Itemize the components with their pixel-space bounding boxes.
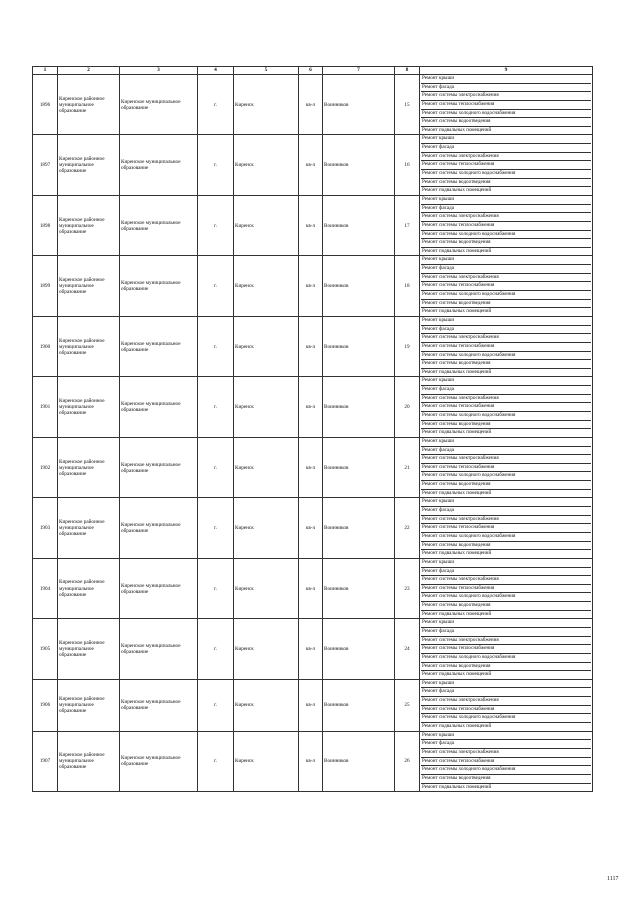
work-item: Ремонт системы электроснабжения [421,395,591,404]
cell-settle: Киренское муниципальное образование [120,135,198,195]
work-item: Ремонт подвальных помещений [422,610,492,617]
work-item: Ремонт системы электроснабжения [421,334,591,343]
table-row [33,195,593,255]
cell-settle: Киренское муниципальное образование [120,619,198,679]
work-item: Ремонт системы водоотведения [421,300,591,309]
cell-house: 19 [395,316,420,376]
work-item: Ремонт системы теплоснабжения [421,585,591,594]
cell-city: Киренск [234,679,299,731]
work-item: Ремонт системы теплоснабжения [421,101,591,110]
cell-num: 1897 [33,135,58,195]
column-header: 6 [299,67,323,75]
cell-works [420,437,593,497]
work-item: Ремонт системы электроснабжения [421,274,591,283]
cell-stype: кв-л [299,256,323,316]
cell-ctype: г. [198,498,234,558]
work-item: Ремонт подвальных помещений [422,247,492,254]
work-item: Ремонт системы теплоснабжения [421,464,591,473]
cell-ctype: г. [198,195,234,255]
cell-house: 16 [395,135,420,195]
work-item: Ремонт крыши [421,75,591,84]
cell-mun: Киренское районное муниципальное образование [58,437,120,497]
work-item: Ремонт системы холодного водоснабжения [421,170,591,179]
cell-works [420,377,593,437]
work-item: Ремонт фасада [421,386,591,395]
cell-ctype: г. [198,316,234,376]
cell-settle: Киренское муниципальное образование [120,731,198,791]
work-item: Ремонт системы холодного водоснабжения [421,231,591,240]
table-row [33,377,593,437]
work-item: Ремонт системы водоотведения [421,542,591,551]
table-row [33,619,593,679]
cell-ctype: г. [198,256,234,316]
work-item: Ремонт системы водоотведения [421,179,591,188]
cell-city: Киренск [234,731,299,791]
cell-mun: Киренское районное муниципальное образование [58,498,120,558]
cell-works [420,135,593,195]
work-item: Ремонт системы холодного водоснабжения [421,593,591,602]
cell-stype: кв-л [299,377,323,437]
cell-ctype: г. [198,558,234,618]
table-row [33,135,593,195]
cell-city: Киренск [234,256,299,316]
cell-stype: кв-л [299,731,323,791]
work-item: Ремонт фасада [421,740,591,749]
work-item: Ремонт фасада [421,144,591,153]
cell-street: Воинников [323,75,395,135]
cell-house: 24 [395,619,420,679]
cell-house: 15 [395,75,420,135]
cell-settle: Киренское муниципальное образование [120,679,198,731]
cell-stype: кв-л [299,75,323,135]
cell-city: Киренск [234,316,299,376]
work-item: Ремонт крыши [421,135,591,144]
cell-ctype: г. [198,377,234,437]
cell-stype: кв-л [299,558,323,618]
cell-house: 17 [395,195,420,255]
cell-ctype: г. [198,679,234,731]
work-item: Ремонт крыши [421,498,591,507]
work-item: Ремонт системы водоотведения [421,481,591,490]
cell-stype: кв-л [299,437,323,497]
cell-ctype: г. [198,731,234,791]
document-page [32,66,593,792]
column-header: 8 [395,67,420,75]
work-item: Ремонт подвальных помещений [422,187,492,194]
work-item: Ремонт системы водоотведения [421,663,591,672]
cell-num: 1901 [33,377,58,437]
work-item: Ремонт фасада [421,688,591,697]
cell-city: Киренск [234,135,299,195]
work-item: Ремонт системы электроснабжения [421,92,591,101]
cell-works [420,75,593,135]
cell-settle: Киренское муниципальное образование [120,75,198,135]
work-item: Ремонт подвальных помещений [422,671,492,678]
work-item: Ремонт фасада [421,265,591,274]
cell-street: Воинников [323,731,395,791]
cell-mun: Киренское районное муниципальное образование [58,731,120,791]
work-item: Ремонт системы электроснабжения [421,749,591,758]
cell-num: 1896 [33,75,58,135]
table-row [33,679,593,731]
cell-works [420,679,593,731]
cell-street: Воинников [323,679,395,731]
work-item: Ремонт системы теплоснабжения [421,706,591,715]
cell-city: Киренск [234,377,299,437]
cell-street: Воинников [323,377,395,437]
work-item: Ремонт системы водоотведения [421,775,591,784]
work-item: Ремонт подвальных помещений [422,368,492,375]
work-item: Ремонт системы холодного водоснабжения [421,714,591,723]
cell-works [420,498,593,558]
cell-stype: кв-л [299,135,323,195]
cell-works [420,316,593,376]
work-item: Ремонт крыши [421,732,591,741]
cell-city: Киренск [234,619,299,679]
work-item: Ремонт крыши [421,680,591,689]
register-table [32,66,593,792]
cell-mun: Киренское районное муниципальное образование [58,256,120,316]
cell-ctype: г. [198,135,234,195]
cell-works [420,731,593,791]
work-item: Ремонт системы водоотведения [421,239,591,248]
work-item: Ремонт фасада [421,84,591,93]
work-item: Ремонт крыши [421,619,591,628]
cell-street: Воинников [323,135,395,195]
cell-street: Воинников [323,256,395,316]
cell-num: 1906 [33,679,58,731]
cell-house: 21 [395,437,420,497]
cell-num: 1907 [33,731,58,791]
work-item: Ремонт системы теплоснабжения [421,524,591,533]
cell-city: Киренск [234,437,299,497]
work-item: Ремонт системы электроснабжения [421,153,591,162]
cell-stype: кв-л [299,316,323,376]
cell-mun: Киренское районное муниципальное образование [58,558,120,618]
cell-ctype: г. [198,437,234,497]
cell-settle: Киренское муниципальное образование [120,256,198,316]
column-header: 4 [198,67,234,75]
cell-house: 25 [395,679,420,731]
cell-city: Киренск [234,498,299,558]
cell-settle: Киренское муниципальное образование [120,316,198,376]
work-item: Ремонт системы холодного водоснабжения [421,766,591,775]
cell-mun: Киренское районное муниципальное образование [58,316,120,376]
cell-mun: Киренское районное муниципальное образование [58,619,120,679]
work-item: Ремонт системы холодного водоснабжения [421,533,591,542]
work-item: Ремонт крыши [421,377,591,386]
cell-house: 22 [395,498,420,558]
table-row [33,498,593,558]
cell-stype: кв-л [299,195,323,255]
work-item: Ремонт крыши [421,256,591,265]
work-item: Ремонт системы водоотведения [421,360,591,369]
cell-house: 26 [395,731,420,791]
table-row [33,256,593,316]
work-item: Ремонт системы теплоснабжения [421,645,591,654]
cell-city: Киренск [234,195,299,255]
work-item: Ремонт крыши [421,559,591,568]
cell-num: 1899 [33,256,58,316]
work-item: Ремонт системы электроснабжения [421,697,591,706]
cell-city: Киренск [234,558,299,618]
table-row [33,316,593,376]
work-item: Ремонт подвальных помещений [422,429,492,436]
cell-street: Воинников [323,619,395,679]
cell-street: Воинников [323,558,395,618]
work-item: Ремонт системы теплоснабжения [421,343,591,352]
cell-works [420,558,593,618]
work-item: Ремонт подвальных помещений [422,308,492,315]
cell-street: Воинников [323,316,395,376]
cell-settle: Киренское муниципальное образование [120,498,198,558]
cell-works [420,256,593,316]
work-item: Ремонт подвальных помещений [422,783,492,790]
work-item: Ремонт системы электроснабжения [421,516,591,525]
work-item: Ремонт подвальных помещений [422,723,492,730]
cell-city: Киренск [234,75,299,135]
page-number: 1117 [607,876,619,882]
work-item: Ремонт системы электроснабжения [421,637,591,646]
cell-stype: кв-л [299,498,323,558]
work-item: Ремонт фасада [421,568,591,577]
cell-num: 1900 [33,316,58,376]
work-item: Ремонт подвальных помещений [422,489,492,496]
cell-stype: кв-л [299,619,323,679]
work-item: Ремонт фасада [421,326,591,335]
cell-mun: Киренское районное муниципальное образование [58,75,120,135]
cell-works [420,195,593,255]
column-header: 2 [58,67,120,75]
cell-num: 1904 [33,558,58,618]
work-item: Ремонт крыши [421,438,591,447]
cell-settle: Киренское муниципальное образование [120,377,198,437]
cell-street: Воинников [323,195,395,255]
column-header: 9 [420,67,593,75]
table-row [33,558,593,618]
cell-stype: кв-л [299,679,323,731]
cell-street: Воинников [323,437,395,497]
work-item: Ремонт фасада [421,628,591,637]
work-item: Ремонт системы водоотведения [421,602,591,611]
cell-ctype: г. [198,75,234,135]
cell-num: 1905 [33,619,58,679]
work-item: Ремонт крыши [421,317,591,326]
work-item: Ремонт системы электроснабжения [421,576,591,585]
work-item: Ремонт системы теплоснабжения [421,222,591,231]
cell-settle: Киренское муниципальное образование [120,558,198,618]
cell-house: 23 [395,558,420,618]
work-item: Ремонт системы теплоснабжения [421,161,591,170]
cell-works [420,619,593,679]
work-item: Ремонт системы холодного водоснабжения [421,472,591,481]
cell-num: 1903 [33,498,58,558]
work-item: Ремонт крыши [421,196,591,205]
column-header: 1 [33,67,58,75]
table-body [33,75,593,792]
work-item: Ремонт системы водоотведения [421,421,591,430]
cell-settle: Киренское муниципальное образование [120,437,198,497]
cell-ctype: г. [198,619,234,679]
column-header: 3 [120,67,198,75]
work-item: Ремонт системы холодного водоснабжения [421,412,591,421]
work-item: Ремонт системы электроснабжения [421,455,591,464]
work-item: Ремонт системы электроснабжения [421,213,591,222]
work-item: Ремонт системы холодного водоснабжения [421,654,591,663]
table-row [33,75,593,135]
work-item: Ремонт системы водоотведения [421,118,591,127]
work-item: Ремонт системы теплоснабжения [421,282,591,291]
cell-mun: Киренское районное муниципальное образование [58,135,120,195]
work-item: Ремонт фасада [421,507,591,516]
table-row [33,731,593,791]
work-item: Ремонт подвальных помещений [422,550,492,557]
cell-mun: Киренское районное муниципальное образование [58,377,120,437]
cell-num: 1898 [33,195,58,255]
header-row [33,67,593,75]
work-item: Ремонт фасада [421,205,591,214]
cell-street: Воинников [323,498,395,558]
cell-mun: Киренское районное муниципальное образование [58,679,120,731]
cell-settle: Киренское муниципальное образование [120,195,198,255]
cell-house: 18 [395,256,420,316]
work-item: Ремонт фасада [421,447,591,456]
work-item: Ремонт системы холодного водоснабжения [421,291,591,300]
work-item: Ремонт системы холодного водоснабжения [421,110,591,119]
table-row [33,437,593,497]
column-header: 7 [323,67,395,75]
cell-mun: Киренское районное муниципальное образование [58,195,120,255]
work-item: Ремонт системы теплоснабжения [421,758,591,767]
cell-house: 20 [395,377,420,437]
column-header: 5 [234,67,299,75]
work-item: Ремонт подвальных помещений [422,126,492,133]
work-item: Ремонт системы холодного водоснабжения [421,352,591,361]
work-item: Ремонт системы теплоснабжения [421,403,591,412]
cell-num: 1902 [33,437,58,497]
